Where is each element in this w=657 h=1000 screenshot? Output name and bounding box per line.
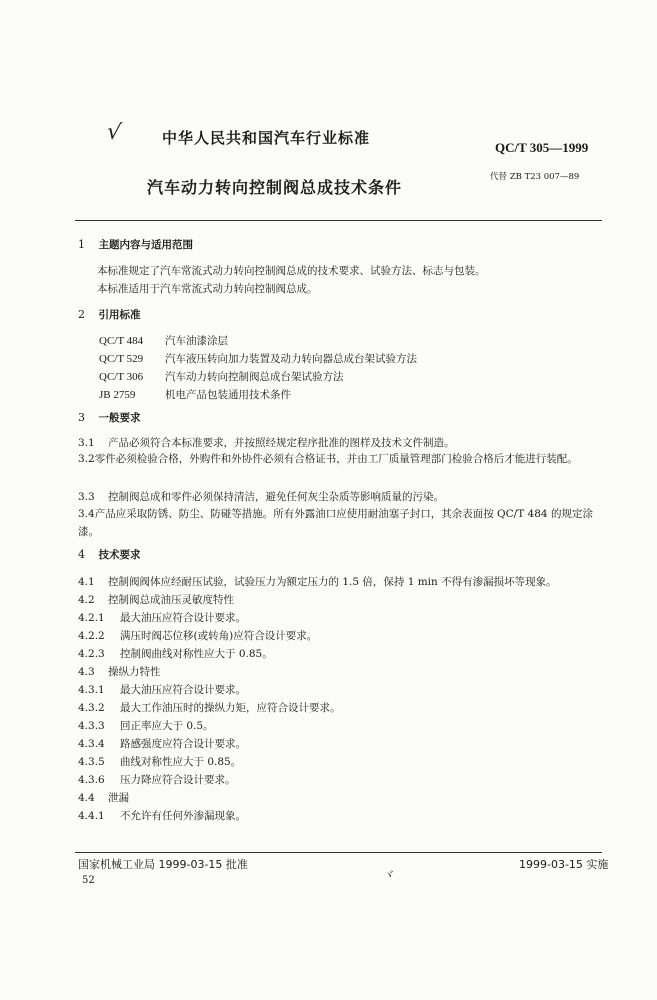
clause-number: 3.2 (78, 453, 95, 465)
clause-4-2 (78, 592, 234, 607)
section-1-para-1: 本标准规定了汽车常流式动力转向控制阀总成的技术要求、试验方法、标志与包装。 (97, 265, 486, 277)
document-title: 汽车动力转向控制阀总成技术条件 (147, 178, 403, 197)
section-1-para-2: 本标准适用于汽车常流式动力转向控制阀总成。 (97, 283, 318, 295)
clause-text: 控制阀总成油压灵敏度特性 (108, 594, 234, 606)
clause-text: 最大工作油压时的操纵力矩，应符合设计要求。 (120, 702, 341, 714)
section-1-heading (78, 237, 193, 252)
clause-number: 4.2.1 (78, 612, 105, 624)
reference-name: 汽车动力转向控制阀总成台架试验方法 (165, 371, 344, 383)
clause-4-3-4 (78, 736, 246, 751)
clause-text: 满压时阀芯位移(或转角)应符合设计要求。 (120, 630, 318, 642)
replaces-note: 代替 ZB T23 007—89 (490, 172, 580, 182)
clause-4-4 (78, 790, 129, 805)
clause-3-3 (78, 489, 444, 504)
clause-3-4 (78, 505, 603, 541)
section-number: 4 (78, 548, 85, 561)
clause-text: 泄漏 (108, 792, 129, 804)
clause-3-2 (78, 450, 603, 468)
standard-body: 中华人民共和国汽车行业标准 (162, 129, 371, 147)
page-number: 52 (82, 875, 95, 886)
reference-item (99, 387, 291, 402)
clause-text: 压力降应符合设计要求。 (120, 774, 236, 786)
clause-4-4-1 (78, 808, 246, 823)
clause-number: 4.2.3 (78, 648, 105, 660)
clause-number: 4.2.2 (78, 630, 105, 642)
clause-text: 不允许有任何外渗漏现象。 (120, 810, 246, 822)
section-title: 引用标准 (98, 309, 141, 321)
reference-code: QC/T 306 (99, 371, 144, 383)
clause-text: 零件必须检验合格，外购件和外协件必须有合格证书，并由工厂质量管理部门检验合格后才能进行装配。 (94, 453, 578, 465)
reference-code: QC/T 484 (99, 335, 144, 347)
clause-4-3-6 (78, 772, 236, 787)
clause-4-3-3 (78, 718, 214, 733)
clause-number: 4.3.1 (78, 684, 105, 696)
clause-text: 产品应采取防锈、防尘、防碰等措施。所有外露油口应使用耐油塞子封口，其余表面按 QC/T 484 的规定涂漆。 (78, 508, 593, 538)
clause-4-3-2 (78, 700, 341, 715)
reference-item (99, 333, 228, 348)
clause-number: 4.3.6 (78, 774, 105, 786)
reference-code: QC/T 529 (99, 353, 144, 365)
reference-name: 汽车液压转向加力装置及动力转向器总成台架试验方法 (165, 353, 417, 365)
implementation-note: 1999-03-15 实施 (519, 858, 609, 871)
clause-text: 曲线对称性应大于 0.85。 (120, 756, 242, 768)
clause-text: 控制阀总成和零件必须保持清洁，避免任何灰尘杂质等影响质量的污染。 (108, 491, 444, 503)
clause-4-3-1 (78, 682, 246, 697)
clause-number: 4.3.3 (78, 720, 105, 732)
clause-number: 4.2 (78, 594, 95, 606)
check-mark: √ (105, 119, 123, 146)
clause-number: 4.4 (78, 792, 95, 804)
section-2-heading (78, 307, 141, 322)
section-number: 1 (78, 238, 85, 251)
section-title: 一般要求 (98, 412, 141, 424)
footer-divider (75, 852, 602, 853)
section-number: 2 (78, 308, 85, 321)
reference-name: 机电产品包装通用技术条件 (165, 389, 291, 401)
clause-text: 路感强度应符合设计要求。 (120, 738, 246, 750)
clause-4-2-1 (78, 610, 246, 625)
clause-4-3 (78, 664, 161, 679)
section-number: 3 (78, 411, 85, 424)
clause-number: 4.3.4 (78, 738, 105, 750)
section-title: 技术要求 (98, 549, 141, 561)
clause-4-2-3 (78, 646, 273, 661)
clause-3-1 (78, 435, 455, 450)
section-3-heading (78, 410, 141, 425)
clause-text: 回正率应大于 0.5。 (120, 720, 214, 732)
clause-number: 4.1 (78, 576, 95, 588)
reference-item (99, 369, 344, 384)
clause-number: 4.4.1 (78, 810, 105, 822)
clause-text: 控制阀阀体应经耐压试验，试验压力为额定压力的 1.5 倍，保持 1 min 不得有渗漏损坏等现象。 (108, 576, 557, 588)
standard-code: QC/T 305—1999 (495, 140, 589, 155)
handwritten-mark: ヾ (383, 868, 396, 882)
clause-number: 3.4 (78, 508, 95, 520)
reference-name: 汽车油漆涂层 (165, 335, 228, 347)
clause-text: 操纵力特性 (108, 666, 161, 678)
clause-text: 最大油压应符合设计要求。 (120, 612, 246, 624)
header-divider (75, 220, 602, 221)
reference-code: JB 2759 (99, 389, 136, 401)
clause-number: 4.3.5 (78, 756, 105, 768)
clause-text: 最大油压应符合设计要求。 (120, 684, 246, 696)
clause-number: 3.1 (78, 437, 95, 449)
clause-4-3-5 (78, 754, 241, 769)
clause-4-2-2 (78, 628, 317, 643)
clause-number: 4.3.2 (78, 702, 105, 714)
clause-number: 4.3 (78, 666, 95, 678)
clause-number: 3.3 (78, 491, 95, 503)
reference-item (99, 351, 417, 366)
clause-text: 产品必须符合本标准要求，并按照经规定程序批准的图样及技术文件制造。 (108, 437, 455, 449)
approval-note: 国家机械工业局 1999-03-15 批准 (78, 858, 248, 871)
section-title: 主题内容与适用范围 (98, 239, 193, 251)
clause-text: 控制阀曲线对称性应大于 0.85。 (120, 648, 273, 660)
clause-4-1 (78, 574, 557, 589)
section-4-heading (78, 547, 141, 562)
